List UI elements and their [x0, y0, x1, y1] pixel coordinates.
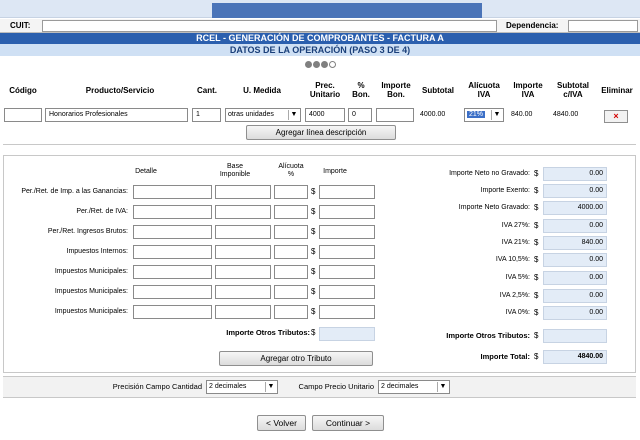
- tributo-base-input[interactable]: [215, 305, 271, 319]
- chevron-down-icon: ▼: [265, 382, 276, 392]
- total-value: 0.00: [543, 219, 607, 233]
- tributo-label: Per./Ret. de IVA:: [76, 208, 128, 215]
- currency-symbol: $: [534, 203, 539, 212]
- total-value: 0.00: [543, 289, 607, 303]
- cantidad-input[interactable]: 1: [192, 108, 221, 122]
- tributo-detalle-input[interactable]: [133, 305, 212, 319]
- tributo-detalle-input[interactable]: [133, 225, 212, 239]
- currency-symbol: $: [311, 287, 316, 296]
- currency-symbol: $: [311, 227, 316, 236]
- total-value: 0.00: [543, 306, 607, 320]
- tributos-header-importe: Importe: [323, 168, 347, 175]
- add-tributo-button[interactable]: Agregar otro Tributo: [219, 351, 373, 366]
- currency-symbol: $: [534, 238, 539, 247]
- back-button[interactable]: < Volver: [257, 415, 306, 431]
- importe-bon-input[interactable]: [376, 108, 414, 122]
- alicuota-iva-value: 21%: [469, 111, 484, 118]
- tributo-importe-input[interactable]: [319, 225, 375, 239]
- otros-tributos-summary-label: Importe Otros Tributos:: [446, 331, 530, 340]
- precio-unitario-value: 2 decimales: [381, 383, 419, 390]
- header-blue-band: [212, 3, 482, 18]
- subtotal-iva-value: 4840.00: [553, 111, 579, 118]
- dependencia-value-field: [568, 20, 638, 32]
- tributo-alicuota-input[interactable]: [274, 225, 308, 239]
- col-header-importe-iva: Importe IVA: [513, 81, 543, 99]
- precision-cantidad-label: Precisión Campo Cantidad: [112, 382, 202, 391]
- total-value: 4000.00: [543, 201, 607, 215]
- total-label: IVA 5%:: [505, 274, 530, 281]
- chevron-down-icon: ▼: [437, 382, 448, 392]
- alicuota-iva-select[interactable]: [464, 108, 504, 122]
- tributo-base-input[interactable]: [215, 285, 271, 299]
- otros-tributos-total-value: [319, 327, 375, 341]
- col-header-producto: Producto/Servicio: [85, 86, 155, 95]
- tributo-label: Impuestos Municipales:: [54, 288, 128, 295]
- total-value: 0.00: [543, 271, 607, 285]
- currency-symbol: $: [534, 308, 539, 317]
- tributo-alicuota-input[interactable]: [274, 205, 308, 219]
- dependencia-label: Dependencia:: [506, 21, 559, 30]
- col-header-precio: Prec. Unitario: [309, 81, 341, 99]
- currency-symbol: $: [311, 328, 316, 337]
- tributo-base-input[interactable]: [215, 245, 271, 259]
- total-value: 0.00: [543, 167, 607, 181]
- step-dot-3: [321, 61, 328, 68]
- currency-symbol: $: [311, 247, 316, 256]
- total-label: Importe Neto no Gravado:: [449, 170, 530, 177]
- tributos-header-base: Base Imponible: [219, 163, 251, 178]
- unidad-medida-value: otras unidades: [228, 111, 274, 118]
- cuit-label: CUIT:: [10, 21, 31, 30]
- tributo-importe-input[interactable]: [319, 305, 375, 319]
- add-line-button[interactable]: Agregar línea descripción: [246, 125, 396, 140]
- tributo-importe-input[interactable]: [319, 265, 375, 279]
- col-header-alicuota: Alícuota IVA: [468, 81, 500, 99]
- chevron-down-icon: ▼: [288, 110, 299, 120]
- tributo-alicuota-input[interactable]: [274, 285, 308, 299]
- browser-top-strip: [0, 0, 640, 18]
- tributo-base-input[interactable]: [215, 205, 271, 219]
- currency-symbol: $: [534, 352, 539, 361]
- precio-unitario-select[interactable]: [378, 380, 450, 394]
- tributo-importe-input[interactable]: [319, 285, 375, 299]
- tributos-header-detalle: Detalle: [135, 168, 157, 175]
- unidad-medida-select[interactable]: [225, 108, 301, 122]
- tributo-base-input[interactable]: [215, 265, 271, 279]
- step-indicator: [305, 61, 337, 69]
- tributo-alicuota-input[interactable]: [274, 265, 308, 279]
- col-header-codigo: Código: [9, 86, 37, 95]
- total-value: 840.00: [543, 236, 607, 250]
- currency-symbol: $: [311, 307, 316, 316]
- tributo-alicuota-input[interactable]: [274, 305, 308, 319]
- col-header-cant: Cant.: [197, 86, 217, 95]
- step-dot-1: [305, 61, 312, 68]
- importe-total-value: 4840.00: [543, 350, 607, 364]
- currency-symbol: $: [534, 255, 539, 264]
- col-header-subtotal-iva: Subtotal c/IVA: [557, 81, 589, 99]
- col-header-eliminar: Eliminar: [601, 86, 633, 95]
- currency-symbol: $: [534, 169, 539, 178]
- tributo-alicuota-input[interactable]: [274, 245, 308, 259]
- codigo-input[interactable]: [4, 108, 42, 122]
- total-label: Importe Exento:: [480, 187, 530, 194]
- tributo-base-input[interactable]: [215, 185, 271, 199]
- tributo-label: Impuestos Municipales:: [54, 308, 128, 315]
- precision-cantidad-value: 2 decimales: [209, 383, 247, 390]
- subtotal-value: 4000.00: [420, 111, 446, 118]
- tributo-label: Per./Ret. Ingresos Brutos:: [47, 228, 128, 235]
- step-dot-2: [313, 61, 320, 68]
- tributo-detalle-input[interactable]: [133, 265, 212, 279]
- importe-total-label: Importe Total:: [480, 352, 530, 361]
- tributo-importe-input[interactable]: [319, 205, 375, 219]
- chevron-down-icon: ▼: [491, 110, 502, 120]
- tributo-label: Per./Ret. de Imp. a las Ganancias:: [21, 188, 128, 195]
- tributo-alicuota-input[interactable]: [274, 185, 308, 199]
- tributo-base-input[interactable]: [215, 225, 271, 239]
- currency-symbol: $: [311, 187, 316, 196]
- precio-unitario-input[interactable]: 4000: [305, 108, 345, 122]
- currency-symbol: $: [534, 273, 539, 282]
- otros-tributos-summary-value: [543, 329, 607, 343]
- precision-cantidad-select[interactable]: [206, 380, 278, 394]
- currency-symbol: $: [534, 291, 539, 300]
- total-label: IVA 27%:: [501, 222, 530, 229]
- total-label: Importe Neto Gravado:: [458, 204, 530, 211]
- section-divider: [3, 144, 636, 145]
- col-header-subtotal: Subtotal: [422, 86, 454, 95]
- continue-button[interactable]: Continuar >: [312, 415, 384, 431]
- step-subtitle: DATOS DE LA OPERACIÓN (PASO 3 DE 4): [0, 44, 640, 56]
- tributo-importe-input[interactable]: [319, 185, 375, 199]
- cuit-value-field: [42, 20, 497, 32]
- tributo-detalle-input[interactable]: [133, 245, 212, 259]
- currency-symbol: $: [534, 331, 539, 340]
- total-label: IVA 21%:: [501, 239, 530, 246]
- currency-symbol: $: [311, 207, 316, 216]
- producto-input[interactable]: Honorarios Profesionales: [45, 108, 188, 122]
- total-label: IVA 2,5%:: [499, 292, 530, 299]
- col-header-bon: % Bon.: [352, 81, 370, 99]
- tributo-detalle-input[interactable]: [133, 205, 212, 219]
- currency-symbol: $: [534, 221, 539, 230]
- tributo-label: Impuestos Municipales:: [54, 268, 128, 275]
- bonificacion-input[interactable]: 0: [348, 108, 372, 122]
- otros-tributos-total-label: Importe Otros Tributos:: [226, 328, 310, 337]
- currency-symbol: $: [311, 267, 316, 276]
- tributo-importe-input[interactable]: [319, 245, 375, 259]
- total-value: 0.00: [543, 184, 607, 198]
- currency-symbol: $: [534, 186, 539, 195]
- col-header-umedida: U. Medida: [243, 86, 281, 95]
- tributo-detalle-input[interactable]: [133, 285, 212, 299]
- tributo-label: Impuestos Internos:: [66, 248, 128, 255]
- precio-unitario-label: Campo Precio Unitario: [298, 382, 374, 391]
- tributos-header-alicuota: Alícuota %: [278, 163, 304, 178]
- total-label: IVA 0%:: [505, 309, 530, 316]
- cuit-bar: [0, 19, 640, 33]
- step-dot-4: [329, 61, 336, 68]
- total-value: 0.00: [543, 253, 607, 267]
- total-label: IVA 10,5%:: [495, 256, 530, 263]
- tributo-detalle-input[interactable]: [133, 185, 212, 199]
- col-header-importe-bon: Importe Bon.: [381, 81, 411, 99]
- page-title: RCEL - GENERACIÓN DE COMPROBANTES - FACTURA A: [0, 33, 640, 44]
- delete-row-button[interactable]: ×: [604, 110, 628, 123]
- importe-iva-value: 840.00: [511, 111, 533, 118]
